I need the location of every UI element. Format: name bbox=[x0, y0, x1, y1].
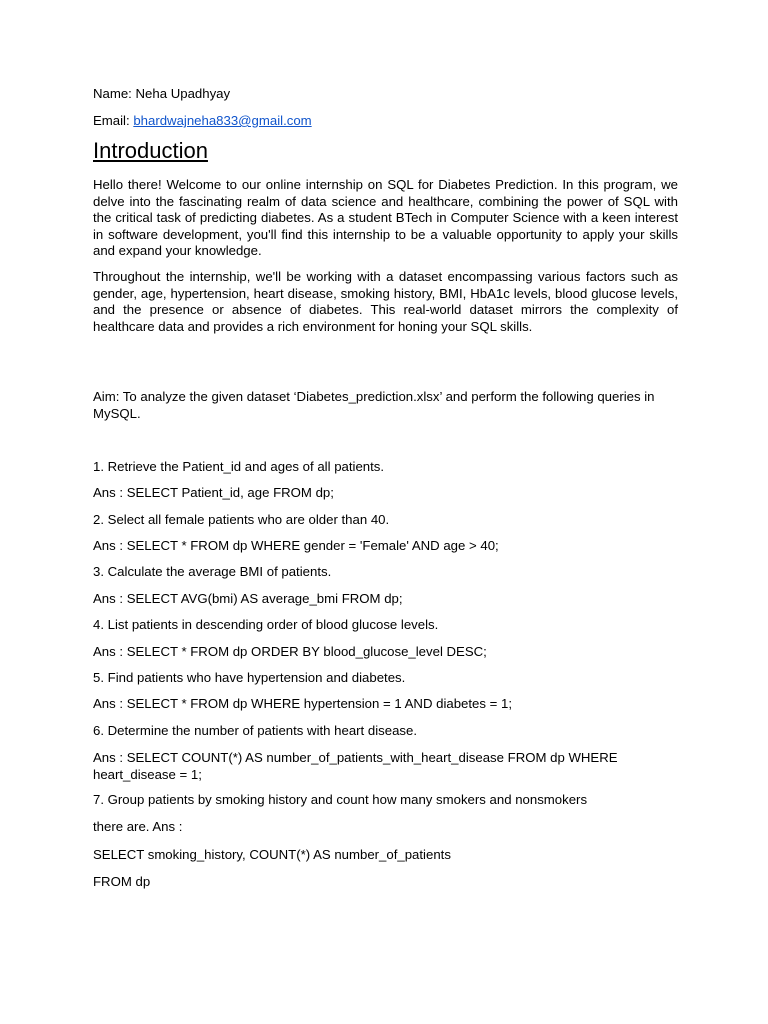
question-4: 4. List patients in descending order of blood glucose levels. bbox=[93, 617, 439, 632]
question-3: 3. Calculate the average BMI of patients. bbox=[93, 564, 332, 579]
answer-5: Ans : SELECT * FROM dp WHERE hypertension = 1 AND diabetes = 1; bbox=[93, 696, 513, 711]
question-7: 7. Group patients by smoking history and count how many smokers and nonsmokers bbox=[93, 792, 588, 807]
name-value: Neha Upadhyay bbox=[135, 86, 231, 101]
question-7-continued: there are. Ans : bbox=[93, 819, 183, 834]
intro-paragraph-2: Throughout the internship, we'll be working with a dataset encompassing various factors such as gender, age, hypertension, heart disease, smoking history, BMI, HbA1c levels, blood glucose levels, and the presence or absence of diabetes. This real-world dataset mirrors the complexity of healthcare data and provides a rich environment for honing your SQL skills. bbox=[93, 269, 678, 334]
email-label: Email: bbox=[93, 113, 134, 128]
question-1: 1. Retrieve the Patient_id and ages of all patients. bbox=[93, 459, 385, 474]
email-line bbox=[93, 113, 312, 130]
answer-3: Ans : SELECT AVG(bmi) AS average_bmi FROM dp; bbox=[93, 591, 403, 606]
name-label: Name: bbox=[93, 86, 136, 101]
question-6: 6. Determine the number of patients with heart disease. bbox=[93, 723, 418, 738]
answer-7-line-1: SELECT smoking_history, COUNT(*) AS number_of_patients bbox=[93, 847, 451, 862]
name-line bbox=[93, 86, 230, 103]
question-2: 2. Select all female patients who are older than 40. bbox=[93, 512, 390, 527]
answer-4: Ans : SELECT * FROM dp ORDER BY blood_glucose_level DESC; bbox=[93, 644, 487, 659]
answer-6: Ans : SELECT COUNT(*) AS number_of_patients_with_heart_disease FROM dp WHERE heart_disease = 1; bbox=[93, 750, 618, 782]
intro-paragraph-1: Hello there! Welcome to our online internship on SQL for Diabetes Prediction. In this program, we delve into the fascinating realm of data science and healthcare, combining the power of SQL with the critical task of predicting diabetes. As a student BTech in Computer Science with a keen interest in software development, you'll find this internship to be a valuable opportunity to apply your skills and expand your knowledge. bbox=[93, 177, 678, 259]
answer-1: Ans : SELECT Patient_id, age FROM dp; bbox=[93, 485, 334, 500]
email-link[interactable]: bhardwajneha833@gmail.com bbox=[133, 113, 312, 128]
answer-7-line-2: FROM dp bbox=[93, 874, 151, 889]
answer-2: Ans : SELECT * FROM dp WHERE gender = 'Female' AND age > 40; bbox=[93, 538, 499, 553]
question-5: 5. Find patients who have hypertension and diabetes. bbox=[93, 670, 406, 685]
aim-text: Aim: To analyze the given dataset ‘Diabetes_prediction.xlsx’ and perform the following queries in MySQL. bbox=[93, 389, 655, 421]
introduction-heading: Introduction bbox=[93, 138, 208, 163]
